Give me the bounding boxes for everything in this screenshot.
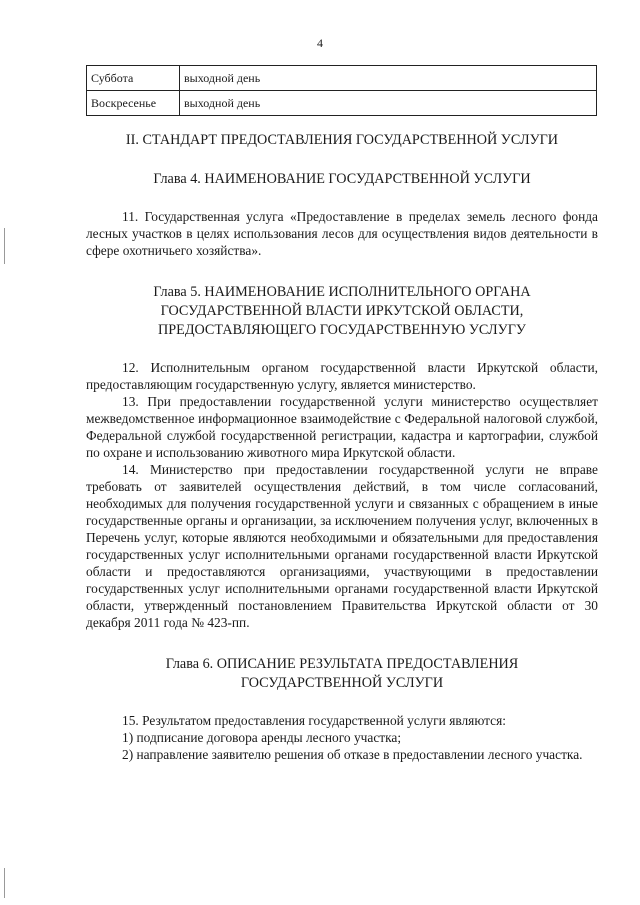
schedule-status-cell: выходной день (180, 66, 597, 91)
scan-margin-mark (4, 868, 5, 898)
result-item-2: 2) направление заявителю решения об отказе в предоставлении лесного участка. (122, 747, 583, 762)
table-row (87, 66, 597, 91)
chapter-5-title (86, 283, 598, 340)
schedule-day-cell: Воскресенье (87, 91, 180, 116)
schedule-table (86, 65, 597, 116)
section-title: II. СТАНДАРТ ПРЕДОСТАВЛЕНИЯ ГОСУДАРСТВЕННОЙ УСЛУГИ (125, 132, 559, 148)
schedule-status-cell: выходной день (180, 91, 597, 116)
chapter-4-title: Глава 4. НАИМЕНОВАНИЕ ГОСУДАРСТВЕННОЙ УСЛУГИ (153, 171, 531, 187)
chapter-6-title-line: ГОСУДАРСТВЕННОЙ УСЛУГИ (240, 675, 444, 691)
chapter-6-title (86, 655, 598, 693)
paragraph-13: 13. При предоставлении государственной услуги министерство осуществляет межведомственное информационное взаимодействие с Федеральной налоговой службой, Федеральной службой государственной регистрации, кадастра и картографии, службой по охране и использованию животного мира Иркутской области. (86, 394, 598, 460)
paragraph-15: 15. Результатом предоставления государственной услуги являются: (122, 713, 507, 728)
paragraph-14: 14. Министерство при предоставлении государственной услуги не вправе требовать от заявителей осуществления действий, в том числе согласований, необходимых для получения государственной услуги и связанных с обращением в иные государственные органы и организации, за исключением получения услуг, включенных в Перечень услуг, которые являются необходимыми и обязательными для предоставления государственных услуг исполнительными органами государственной власти Иркутской области и предоставляются организациями, участвующими в предоставлении государственных услуг исполнительными органами государственной власти Иркутской области, утвержденный постановлением Правительства Иркутской области от 30 декабря 2011 года № 423-пп. (86, 462, 598, 630)
scan-margin-mark (4, 228, 5, 264)
document-body (86, 131, 598, 763)
schedule-day-cell: Суббота (87, 66, 180, 91)
result-item-1: 1) подписание договора аренды лесного участка; (122, 730, 402, 745)
paragraph-12: 12. Исполнительным органом государственной власти Иркутской области, предоставляющим государственную услугу, является министерство. (86, 360, 598, 392)
table-row (87, 91, 597, 116)
page-number: 4 (317, 36, 323, 50)
chapter-6-title-line: Глава 6. ОПИСАНИЕ РЕЗУЛЬТАТА ПРЕДОСТАВЛЕНИЯ (165, 656, 519, 672)
paragraph-11: 11. Государственная услуга «Предоставление в пределах земель лесного фонда лесных участков в целях использования лесов для осуществления видов деятельности в сфере охотничьего хозяйства». (86, 209, 598, 258)
chapter-5-title-line: ПРЕДОСТАВЛЯЮЩЕГО ГОСУДАРСТВЕННУЮ УСЛУГУ (158, 322, 526, 338)
chapter-5-title-line: Глава 5. НАИМЕНОВАНИЕ ИСПОЛНИТЕЛЬНОГО ОРГАНА (153, 284, 531, 300)
chapter-5-title-line: ГОСУДАРСТВЕННОЙ ВЛАСТИ ИРКУТСКОЙ ОБЛАСТИ, (160, 303, 524, 319)
